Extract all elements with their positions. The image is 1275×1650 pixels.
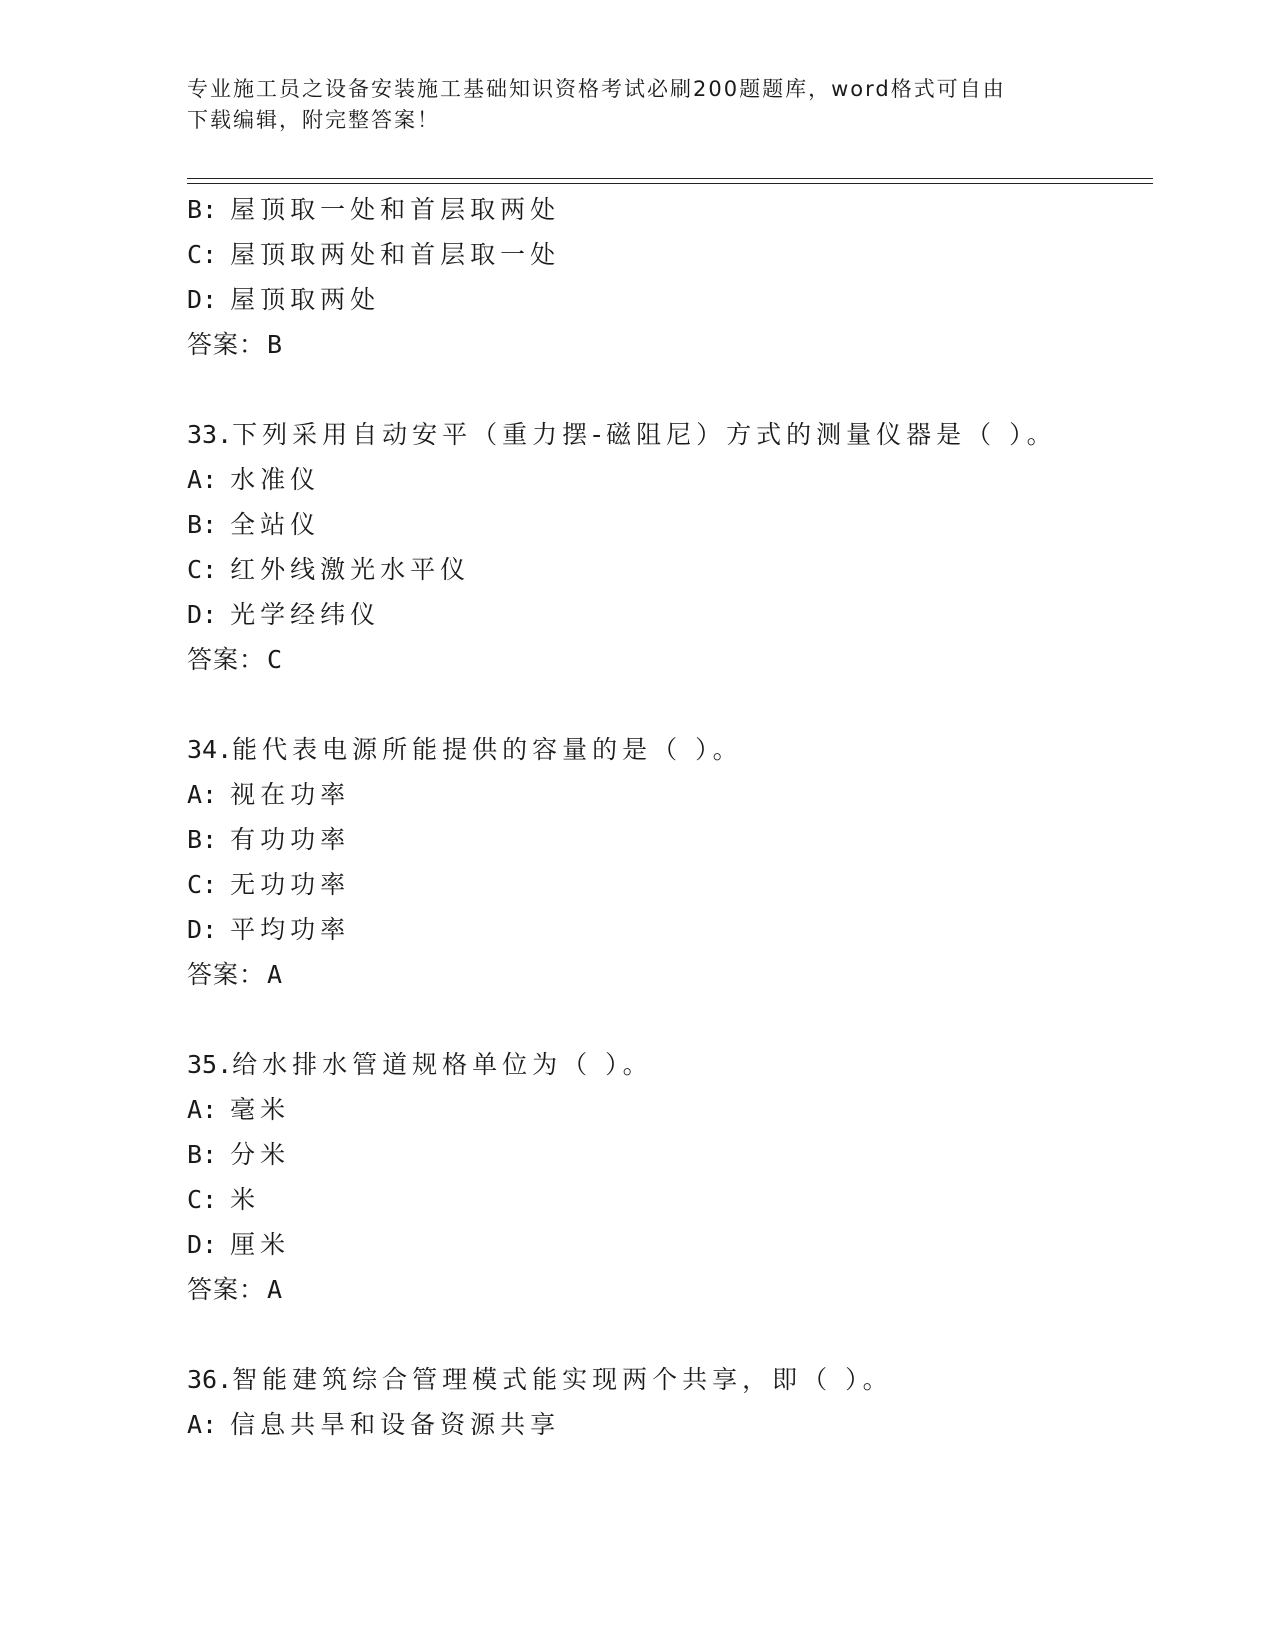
option-a xyxy=(187,1410,560,1440)
option-text: 有功功率 xyxy=(230,825,351,854)
option-text: 屋顶取两处和首层取一处 xyxy=(230,240,561,269)
option-letter: B: xyxy=(187,195,218,224)
header-divider-bottom xyxy=(187,183,1153,184)
option-text: 信息共旱和设备资源共享 xyxy=(230,1410,561,1439)
answer-line xyxy=(187,960,283,990)
answer-value: B xyxy=(267,330,284,359)
option-letter: C: xyxy=(187,555,218,584)
option-text: 屋顶取两处 xyxy=(230,285,381,314)
option-a xyxy=(187,465,320,495)
document-header xyxy=(187,74,1087,136)
option-text: 无功功率 xyxy=(230,870,351,899)
option-d xyxy=(187,600,380,630)
option-letter: C: xyxy=(187,1185,218,1214)
question-text: 能代表电源所能提供的容量的是（ ）。 xyxy=(232,735,743,764)
option-letter: C: xyxy=(187,240,218,269)
option-letter: A: xyxy=(187,1095,218,1124)
option-d xyxy=(187,285,380,315)
question-number: 33. xyxy=(187,420,233,449)
option-text: 平均功率 xyxy=(230,915,351,944)
option-letter: D: xyxy=(187,285,218,314)
option-b xyxy=(187,825,350,855)
answer-value: A xyxy=(267,1275,284,1304)
question-text: 给水排水管道规格单位为（ ）。 xyxy=(232,1050,653,1079)
option-letter: B: xyxy=(187,825,218,854)
option-letter: B: xyxy=(187,510,218,539)
option-letter: D: xyxy=(187,915,218,944)
question-stem xyxy=(187,1050,653,1080)
option-c xyxy=(187,870,350,900)
answer-line xyxy=(187,645,283,675)
option-text: 厘米 xyxy=(230,1230,291,1259)
question-text: 智能建筑综合管理模式能实现两个共享，即（ ）。 xyxy=(232,1365,893,1394)
option-text: 米 xyxy=(230,1185,261,1214)
option-c xyxy=(187,555,470,585)
option-text: 全站仪 xyxy=(230,510,321,539)
answer-value: A xyxy=(267,960,284,989)
answer-label: 答案： xyxy=(187,1275,266,1304)
option-b xyxy=(187,1140,290,1170)
option-text: 光学经纬仪 xyxy=(230,600,381,629)
option-letter: A: xyxy=(187,780,218,809)
option-letter: A: xyxy=(187,1410,218,1439)
option-d xyxy=(187,1230,290,1260)
option-text: 屋顶取一处和首层取两处 xyxy=(230,195,561,224)
answer-line xyxy=(187,1275,283,1305)
answer-label: 答案： xyxy=(187,645,266,674)
question-number: 36. xyxy=(187,1365,233,1394)
header-divider-top xyxy=(187,178,1153,179)
option-b xyxy=(187,510,320,540)
option-text: 分米 xyxy=(230,1140,291,1169)
answer-line xyxy=(187,330,283,360)
question-stem xyxy=(187,735,743,765)
header-title-line-2: 下载编辑，附完整答案！ xyxy=(187,108,440,132)
option-c xyxy=(187,1185,260,1215)
option-text: 毫米 xyxy=(230,1095,291,1124)
option-a xyxy=(187,1095,290,1125)
option-a xyxy=(187,780,350,810)
answer-value: C xyxy=(267,645,284,674)
answer-label: 答案： xyxy=(187,330,266,359)
option-d xyxy=(187,915,350,945)
question-number: 35. xyxy=(187,1050,233,1079)
option-letter: D: xyxy=(187,1230,218,1259)
question-stem xyxy=(187,1365,893,1395)
option-text: 视在功率 xyxy=(230,780,351,809)
option-letter: C: xyxy=(187,870,218,899)
option-c xyxy=(187,240,560,270)
option-letter: A: xyxy=(187,465,218,494)
option-text: 红外线激光水平仪 xyxy=(230,555,471,584)
answer-label: 答案： xyxy=(187,960,266,989)
header-title-line-1: 专业施工员之设备安装施工基础知识资格考试必刷200题题库，word格式可自由 xyxy=(187,77,1006,101)
question-text: 下列采用自动安平（重力摆-磁阻尼）方式的测量仪器是（ ）。 xyxy=(232,420,1057,449)
option-letter: B: xyxy=(187,1140,218,1169)
question-number: 34. xyxy=(187,735,233,764)
option-text: 水准仪 xyxy=(230,465,321,494)
question-stem xyxy=(187,420,1057,450)
option-letter: D: xyxy=(187,600,218,629)
option-b xyxy=(187,195,560,225)
